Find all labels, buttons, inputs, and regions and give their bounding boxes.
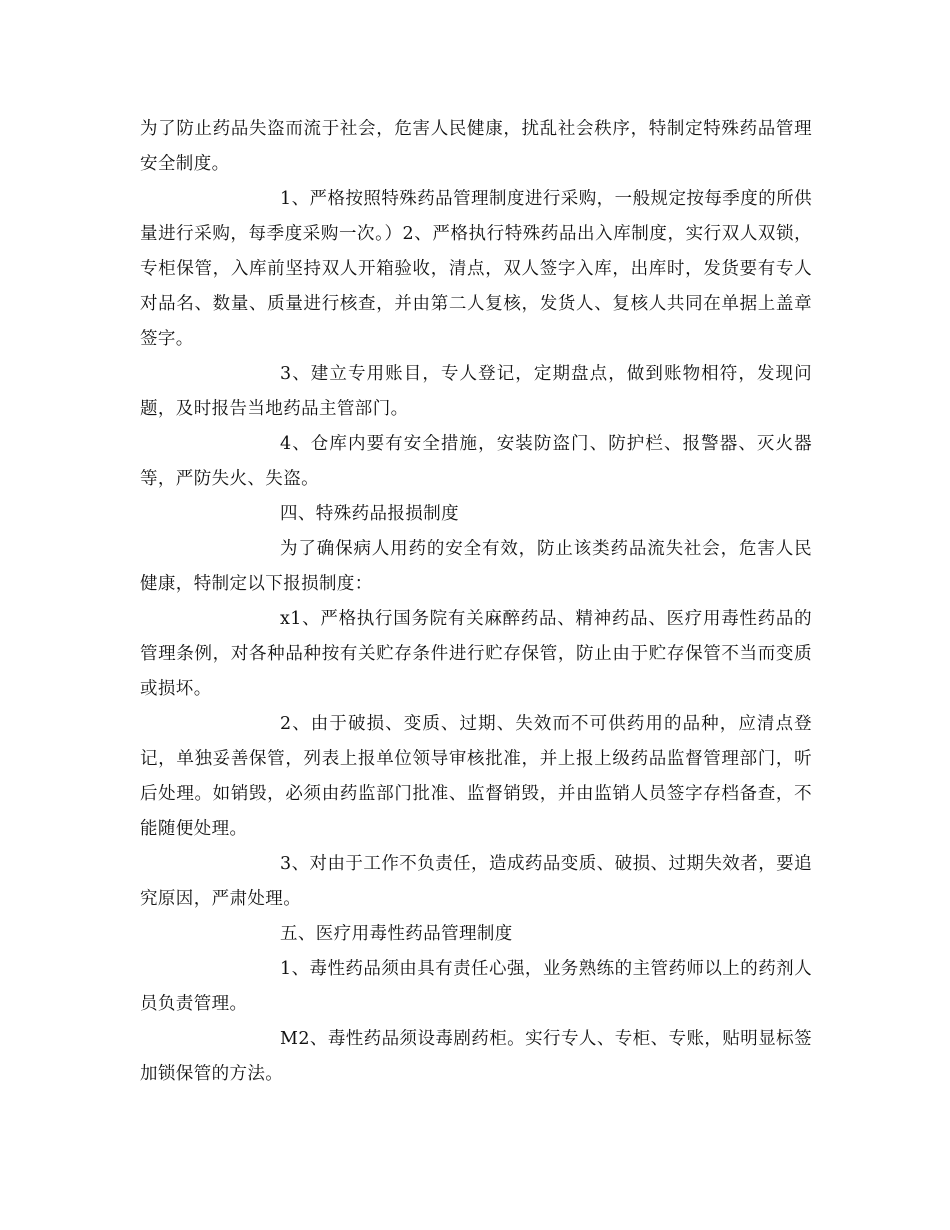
paragraph-warehouse-safety: 4、仓库内要有安全措施，安装防盗门、防护栏、报警器、灭火器等，严防失火、失盗。 <box>140 434 812 489</box>
paragraph-toxic-1: 1、毒性药品须由具有责任心强，业务熟练的主管药师以上的药剂人员负责管理。 <box>140 959 812 1014</box>
paragraph-ledger: 3、建立专用账目，专人登记，定期盘点，做到账物相符，发现问题，及时报告当地药品主管部门。 <box>140 364 812 419</box>
paragraph-procurement-storage: 1、严格按照特殊药品管理制度进行采购，一般规定按每季度的所供量进行采购，每季度采购一次。）2、严格执行特殊药品出入库制度，实行双人双锁，专柜保管，入库前坚持双人开箱验收，清点，双人签字入库，出库时，发货要有专人对品名、数量、质量进行核查，并由第二人复核，发货人、复核人共同在单据上盖章签字。 <box>140 189 812 349</box>
section-heading-5: 五、医疗用毒性药品管理制度 <box>280 924 513 944</box>
document-body <box>140 112 812 1092</box>
paragraph-damage-3: 3、对由于工作不负责任，造成药品变质、破损、过期失效者，要追究原因，严肃处理。 <box>140 854 812 909</box>
paragraph-damage-2: 2、由于破损、变质、过期、失效而不可供药用的品种，应清点登记，单独妥善保管，列表上报单位领导审核批准，并上报上级药品监督管理部门，听后处理。如销毁，必须由药监部门批准、监督销毁，并由监销人员签字存档备查，不能随便处理。 <box>140 714 812 839</box>
section-heading-4: 四、特殊药品报损制度 <box>280 504 459 524</box>
paragraph-damage-1: x1、严格执行国务院有关麻醉药品、精神药品、医疗用毒性药品的管理条例，对各种品种按有关贮存条件进行贮存保管，防止由于贮存保管不当而变质或损坏。 <box>140 609 812 699</box>
intro-paragraph: 为了防止药品失盗而流于社会，危害人民健康，扰乱社会秩序，特制定特殊药品管理安全制度。 <box>140 119 812 174</box>
paragraph-toxic-2: M2、毒性药品须设毒剧药柜。实行专人、专柜、专账，贴明显标签加锁保管的方法。 <box>140 1029 812 1084</box>
paragraph-damage-intro: 为了确保病人用药的安全有效，防止该类药品流失社会，危害人民健康，特制定以下报损制度： <box>140 539 812 594</box>
